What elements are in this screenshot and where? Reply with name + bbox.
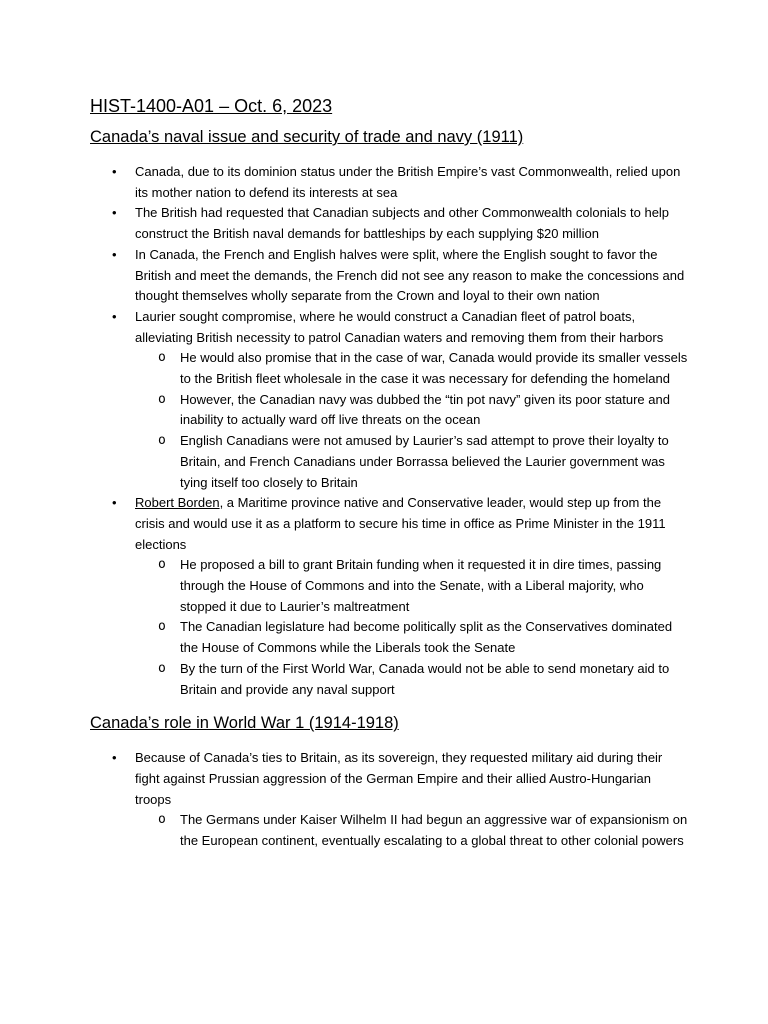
sub-list-item <box>135 617 690 658</box>
list-item <box>90 748 690 852</box>
sub-bullet-list <box>135 810 690 851</box>
list-item <box>90 307 690 493</box>
sub-bullet-list <box>135 348 690 493</box>
sub-list-item <box>135 348 690 389</box>
bullet-icon: • <box>112 164 117 179</box>
section-heading-naval-issue: Canada’s naval issue and security of trade and navy (1911) <box>90 128 524 146</box>
sub-list-item <box>135 431 690 493</box>
sub-list-item-text: He would also promise that in the case of war, Canada would provide its smaller vessels to the British fleet wholesale in the case it was necessary for defending the homeland <box>180 350 688 387</box>
sub-bullet-icon: o <box>158 433 166 449</box>
sub-bullet-icon: o <box>158 660 166 676</box>
sub-list-item <box>135 659 690 700</box>
sub-list-item-text: The Canadian legislature had become politically split as the Conservatives dominated the House of Commons while the Liberals took the Senate <box>180 619 673 656</box>
list-item <box>90 493 690 700</box>
list-item <box>90 162 690 203</box>
sub-list-item-text: However, the Canadian navy was dubbed the “tin pot navy” given its poor stature and inability to actually ward off live threats on the ocean <box>180 391 670 428</box>
sub-list-item-text: He proposed a bill to grant Britain funding when it requested it in dire times, passing through the House of Commons and into the Senate, with a Liberal majority, who stopped it due to Laurier’s maltreatment <box>180 557 662 614</box>
document-page <box>90 94 690 852</box>
sub-list-item <box>135 810 690 851</box>
list-item-text: Canada, due to its dominion status under the British Empire’s vast Commonwealth, relied upon its mother nation to defend its interests at sea <box>135 164 681 200</box>
bullet-icon: • <box>112 750 117 766</box>
list-item <box>90 245 690 307</box>
list-item-text: In Canada, the French and English halves were split, where the English sought to favor the British and meet the demands, the French did not see any reason to make the concessions and thought themselves wholly separate from the Crown and loyal to their own nation <box>135 246 685 304</box>
list-item-text: Because of Canada’s ties to Britain, as its sovereign, they requested military aid during their fight against Prussian aggression of the German Empire and their allied Austro-Hungarian troops <box>135 750 663 807</box>
sub-bullet-icon: o <box>158 557 166 573</box>
list-item <box>90 203 690 244</box>
naval-issue-bullet-list <box>90 162 690 700</box>
robert-borden-link[interactable]: Robert Borden <box>135 495 220 511</box>
sub-list-item-text: By the turn of the First World War, Canada would not be able to send monetary aid to Britain and provide any naval support <box>180 660 670 697</box>
sub-bullet-icon: o <box>158 812 166 828</box>
sub-list-item-text: English Canadians were not amused by Laurier’s sad attempt to prove their loyalty to Britain, and French Canadians under Borrassa believed the Laurier government was tying itself too closely to Britain <box>180 433 669 490</box>
sub-bullet-list <box>135 555 690 700</box>
sub-bullet-icon: o <box>158 350 166 366</box>
document-title: HIST-1400-A01 – Oct. 6, 2023 <box>90 96 333 116</box>
bullet-icon: • <box>112 205 117 221</box>
sub-list-item-text: The Germans under Kaiser Wilhelm II had begun an aggressive war of expansionism on the European continent, eventually escalating to a global threat to other colonial powers <box>180 812 688 849</box>
sub-list-item <box>135 390 690 431</box>
list-item-text: , a Maritime province native and Conservative leader, would step up from the crisis and would use it as a platform to secure his time in office as Prime Minister in the 1911 elections <box>135 495 666 552</box>
sub-bullet-icon: o <box>158 391 166 407</box>
section-heading-world-war-1: Canada’s role in World War 1 (1914-1918) <box>90 714 399 733</box>
sub-list-item <box>135 555 690 617</box>
bullet-icon: • <box>112 246 117 262</box>
bullet-icon: • <box>112 495 117 511</box>
list-item-text: Laurier sought compromise, where he would construct a Canadian fleet of patrol boats, alleviating British necessity to patrol Canadian waters and removing them from their harbors <box>135 308 664 345</box>
sub-bullet-icon: o <box>158 619 166 635</box>
list-item-text: The British had requested that Canadian subjects and other Commonwealth colonials to help construct the British naval demands for battleships by each supplying $20 million <box>135 205 670 242</box>
world-war-1-bullet-list <box>90 748 690 852</box>
bullet-icon: • <box>112 308 117 324</box>
